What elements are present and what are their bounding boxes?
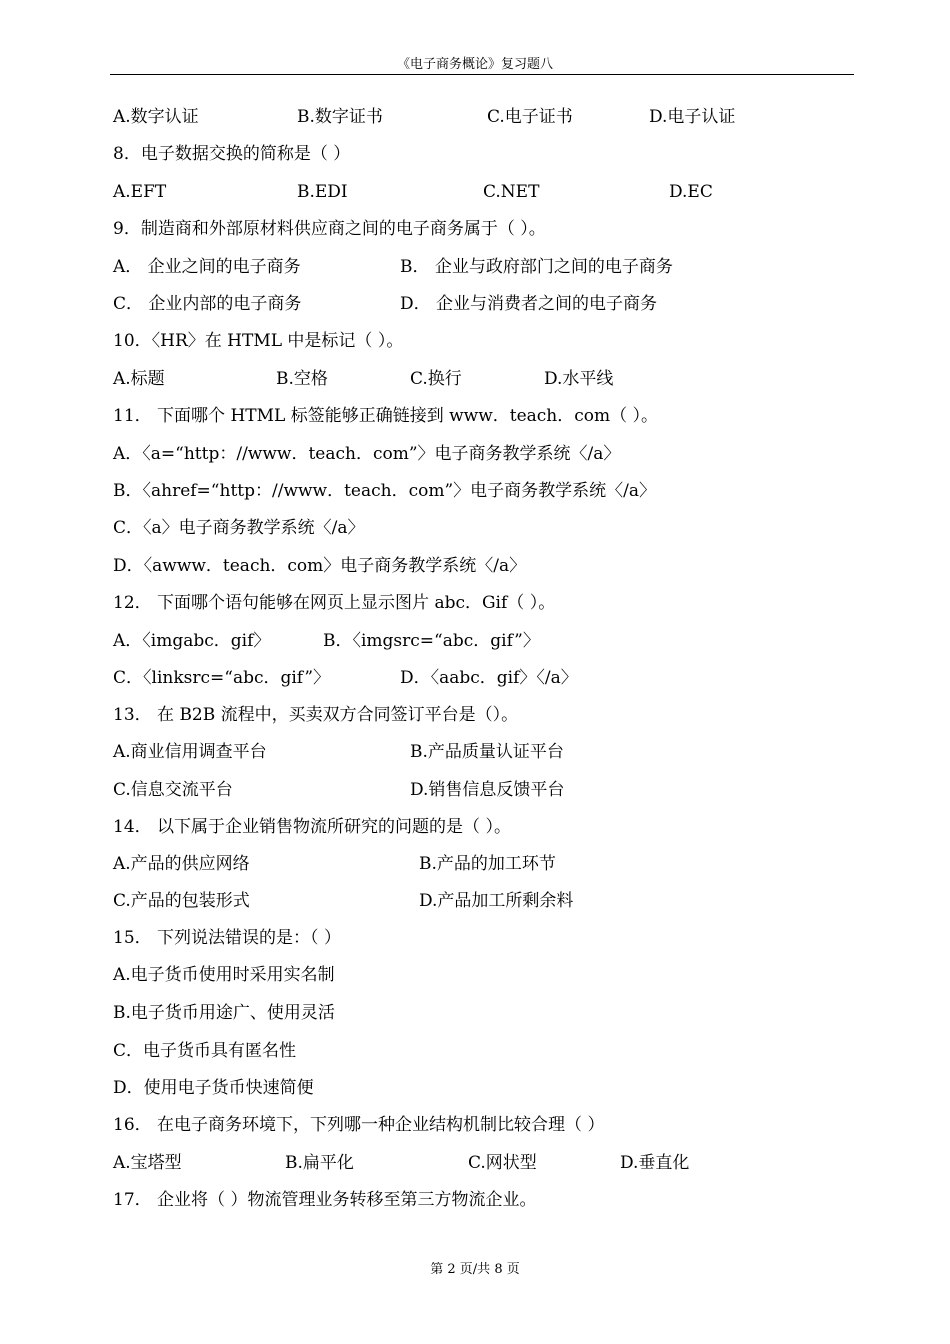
answer-option: B.电子货币用途广、使用灵活 <box>113 1003 335 1023</box>
answer-option: B.扁平化 <box>285 1153 354 1173</box>
answer-option: C.产品的包装形式 <box>113 891 250 911</box>
answer-option: D.电子认证 <box>649 107 736 127</box>
answer-option: C． 企业内部的电子商务 <box>113 294 302 314</box>
answer-option: A.产品的供应网络 <box>113 854 250 874</box>
answer-option: A．〈a=“http：//www．teach．com”〉电子商务教学系统〈/a〉 <box>113 444 621 464</box>
answer-option: A.标题 <box>113 369 165 389</box>
answer-option: D．〈aabc．gif〉〈/a〉 <box>400 668 578 688</box>
answer-option: D.水平线 <box>544 369 614 389</box>
answer-option: C.NET <box>483 182 540 202</box>
answer-option: D.垂直化 <box>620 1153 690 1173</box>
answer-option: B． 企业与政府部门之间的电子商务 <box>400 257 673 277</box>
answer-option: C．〈linksrc=“abc．gif”〉 <box>113 668 331 688</box>
question-text: 14． 以下属于企业销售物流所研究的问题的是（ ）。 <box>113 817 511 837</box>
answer-option: B．〈ahref=“http：//www．teach．com”〉电子商务教学系统〈/a〉 <box>113 481 657 501</box>
question-text: 16． 在电子商务环境下，下列哪一种企业结构机制比较合理（ ） <box>113 1115 605 1135</box>
answer-option: D． 企业与消费者之间的电子商务 <box>400 294 658 314</box>
question-text: 10．〈HR〉在 HTML 中是标记（ ）。 <box>113 331 404 351</box>
answer-option: A.商业信用调查平台 <box>113 742 267 762</box>
answer-option: A．〈imgabc．gif〉 <box>113 631 271 651</box>
answer-option: B.产品质量认证平台 <box>410 742 564 762</box>
answer-option: D．使用电子货币快速简便 <box>113 1078 314 1098</box>
question-text: 15． 下列说法错误的是：（ ） <box>113 928 341 948</box>
answer-option: B.EDI <box>297 182 348 202</box>
header-rule <box>110 74 854 75</box>
answer-option: D．〈awww．teach．com〉电子商务教学系统〈/a〉 <box>113 556 527 576</box>
answer-option: C．〈a〉电子商务教学系统〈/a〉 <box>113 518 365 538</box>
answer-option: A． 企业之间的电子商务 <box>113 257 301 277</box>
answer-option: C．电子货币具有匿名性 <box>113 1041 297 1061</box>
answer-option: A.EFT <box>113 182 167 202</box>
answer-option: D.产品加工所剩余料 <box>419 891 574 911</box>
answer-option: C.换行 <box>410 369 462 389</box>
answer-option: D.销售信息反馈平台 <box>410 780 565 800</box>
answer-option: A.电子货币使用时采用实名制 <box>113 965 335 985</box>
question-text: 8．电子数据交换的简称是（ ） <box>113 144 351 164</box>
answer-option: B.数字证书 <box>297 107 383 127</box>
answer-option: C.信息交流平台 <box>113 780 233 800</box>
page-footer: 第 2 页/共 8 页 <box>430 1262 520 1277</box>
question-text: 12． 下面哪个语句能够在网页上显示图片 abc．Gif（ ）。 <box>113 593 556 613</box>
answer-option: B．〈imgsrc=“abc．gif”〉 <box>323 631 540 651</box>
answer-option: A.数字认证 <box>113 107 199 127</box>
question-text: 13． 在 B2B 流程中，买卖双方合同签订平台是（）。 <box>113 705 519 725</box>
answer-option: D.EC <box>669 182 713 202</box>
answer-option: A.宝塔型 <box>113 1153 182 1173</box>
question-text: 9．制造商和外部原材料供应商之间的电子商务属于（ ）。 <box>113 219 546 239</box>
page-header: 《电子商务概论》复习题八 <box>396 57 553 72</box>
answer-option: B.产品的加工环节 <box>419 854 556 874</box>
answer-option: C.网状型 <box>468 1153 537 1173</box>
answer-option: B.空格 <box>276 369 328 389</box>
question-text: 17． 企业将（ ）物流管理业务转移至第三方物流企业。 <box>113 1190 537 1210</box>
answer-option: C.电子证书 <box>487 107 573 127</box>
question-text: 11． 下面哪个 HTML 标签能够正确链接到 www．teach．com（ ）。 <box>113 406 659 426</box>
